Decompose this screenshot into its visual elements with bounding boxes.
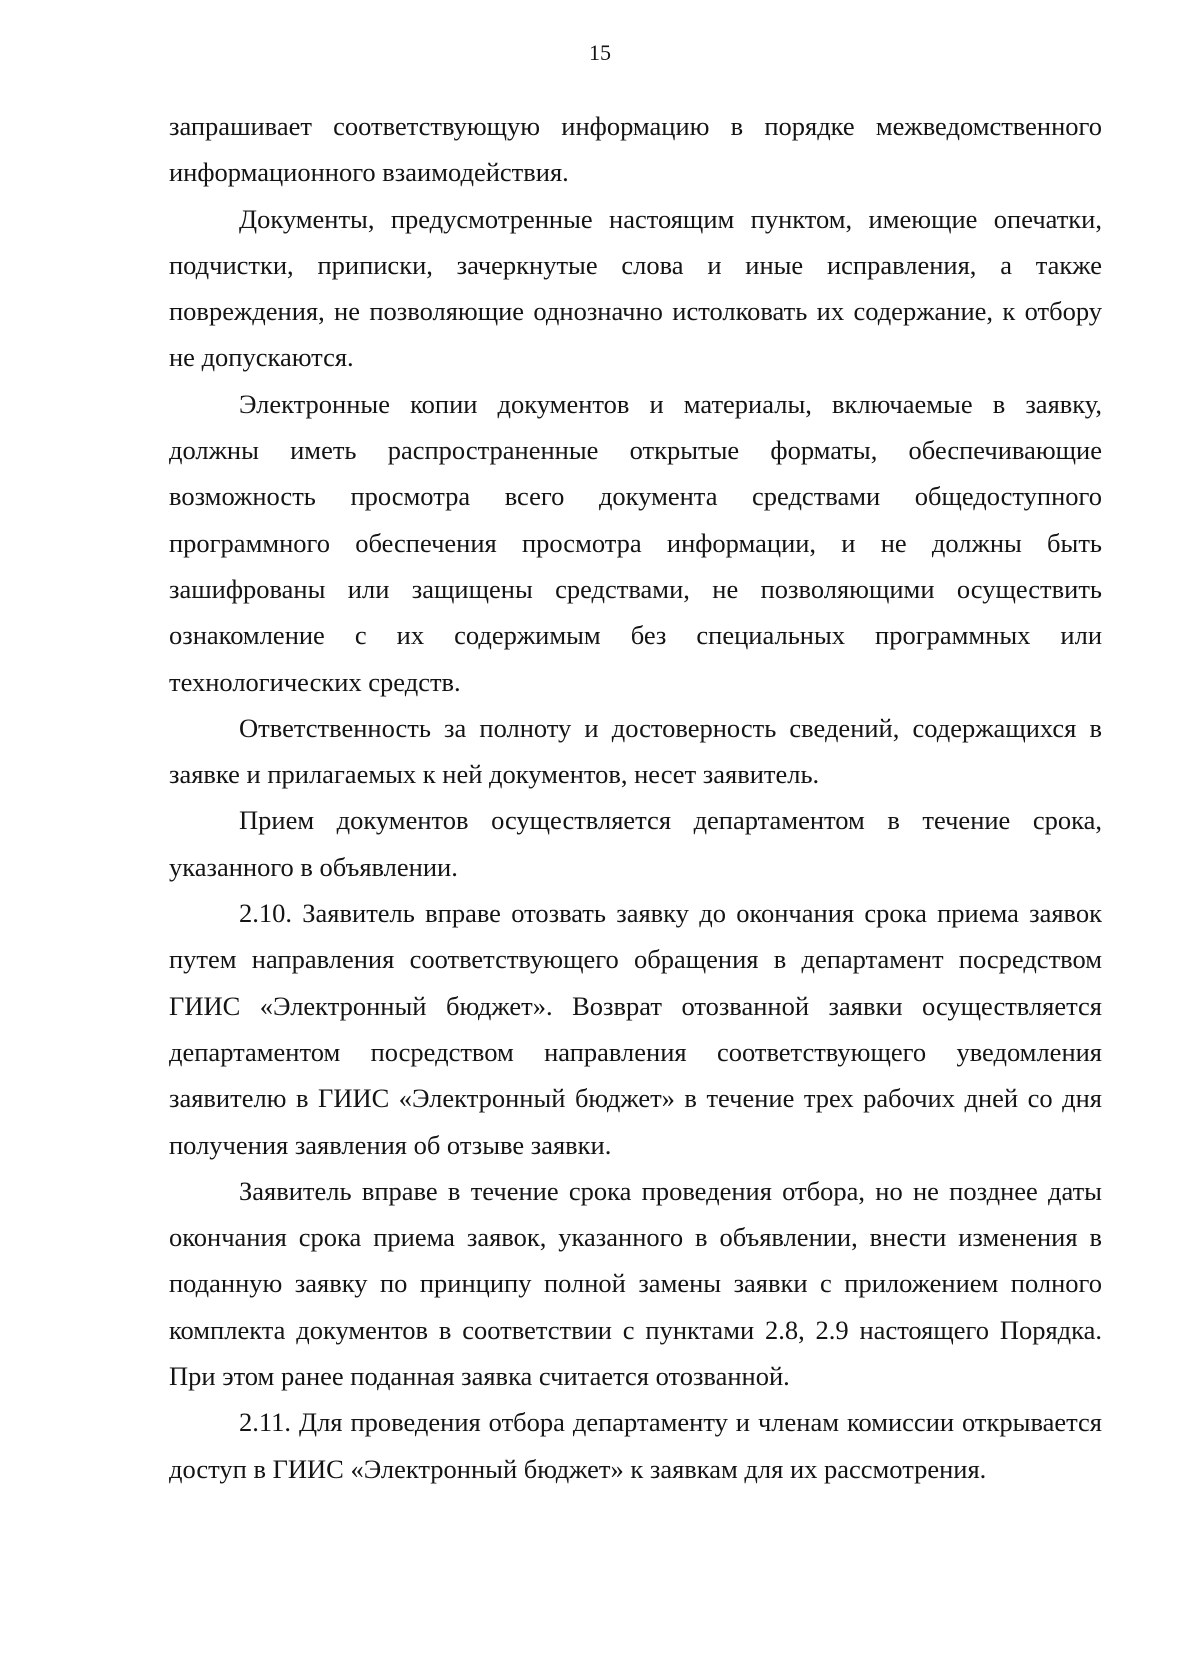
paragraph-document-acceptance: Прием документов осуществляется департаментом в течение срока, указанного в объявлении. <box>169 805 1102 882</box>
paragraph-electronic-copies: Электронные копии документов и материалы, включаемые в заявку, должны иметь распространенные открытые форматы, обеспечивающие возможность просмотра всего документа средствами общедоступного программного обеспечения просмотра информации, и не должны быть зашифрованы или защищены средствами, не позволяющими осуществить ознакомление с их содержимым без специальных программных или технологических средств. <box>169 388 1102 697</box>
paragraph-clause-2-10: 2.10. Заявитель вправе отозвать заявку до окончания срока приема заявок путем направления соответствующего обращения в департамент посредством ГИИС «Электронный бюджет». Возврат отозванной заявки осуществляется департаментом посредством направления соответствующего уведомления заявителю в ГИИС «Электронный бюджет» в течение трех рабочих дней со дня получения заявления об отзыве заявки. <box>169 898 1102 1160</box>
paragraph-application-changes: Заявитель вправе в течение срока проведения отбора, но не позднее даты окончания срока приема заявок, указанного в объявлении, внести изменения в поданную заявку по принципу полной замены заявки с приложением полного комплекта документов в соответствии с пунктами 2.8, 2.9 настоящего Порядка. При этом ранее поданная заявка считается отозванной. <box>169 1175 1102 1392</box>
page-number: 15 <box>589 40 611 65</box>
paragraph-responsibility: Ответственность за полноту и достоверность сведений, содержащихся в заявке и прилагаемых к ней документов, несет заявитель. <box>169 712 1102 790</box>
paragraph-continuation: запрашивает соответствующую информацию в порядке межведомственного информационного взаимодействия. <box>169 111 1102 188</box>
document-body <box>169 103 1102 1492</box>
paragraph-defective-documents: Документы, предусмотренные настоящим пунктом, имеющие опечатки, подчистки, приписки, зачеркнутые слова и иные исправления, а также повреждения, не позволяющие однозначно истолковать их содержание, к отбору не допускаются. <box>169 203 1102 373</box>
paragraph-clause-2-11: 2.11. Для проведения отбора департаменту и членам комиссии открывается доступ в ГИИС «Электронный бюджет» к заявкам для их рассмотрения. <box>169 1407 1102 1484</box>
